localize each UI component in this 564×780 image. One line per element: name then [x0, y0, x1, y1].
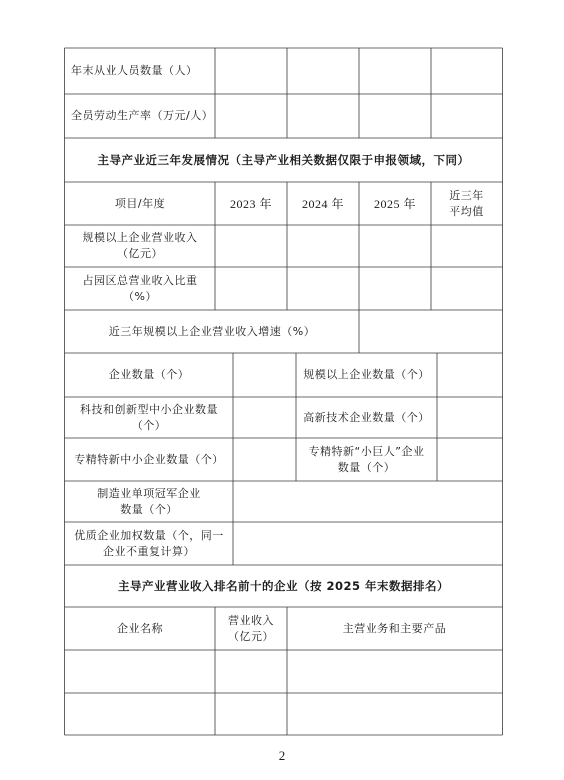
section-title-industry-development: 主导产业近三年发展情况（主导产业相关数据仅限于申报领域，下同） — [97, 153, 470, 167]
header-year-2025: 2025 年 — [373, 196, 416, 211]
page-number: 2 — [278, 748, 286, 763]
top10-header-business: 主营业务和主要产品 — [342, 621, 447, 635]
header-year-2023: 2023 年 — [229, 196, 272, 211]
tech-sme-count-label: 科技和创新型中小企业数量 （个） — [80, 402, 218, 432]
revenue-above-scale-label: 规模以上企业营业收入 （亿元） — [82, 231, 198, 260]
specialized-sme-count-label: 专精特新中小企业数量（个） — [74, 452, 224, 466]
high-tech-enterprise-count-label: 高新技术企业数量（个） — [303, 410, 430, 424]
header-three-year-average: 近三年 平均值 — [449, 188, 484, 218]
labor-productivity-label: 全员劳动生产率（万元/人） — [71, 109, 214, 122]
weighted-quality-enterprise-count-label: 优质企业加权数量（个，同一 企业不重复计算） — [74, 528, 224, 558]
header-item-year: 项目/年度 — [114, 196, 166, 210]
top10-header-name: 企业名称 — [117, 621, 163, 635]
enterprise-count-label: 企业数量（个） — [108, 368, 190, 381]
employees-label: 年末从业人员数量（人） — [71, 64, 198, 77]
header-year-2024: 2024 年 — [301, 196, 344, 211]
single-champion-count-label: 制造业单项冠军企业 数量（个） — [97, 486, 201, 516]
above-scale-enterprise-count-label: 规模以上企业数量（个） — [303, 368, 430, 381]
section-title-top10-enterprises: 主导产业营业收入排名前十的企业（按 2025 年末数据排名） — [117, 579, 449, 593]
revenue-share-label: 占园区总营业收入比重 （%） — [82, 273, 198, 303]
top10-header-revenue: 营业收入 （亿元） — [228, 613, 274, 643]
little-giant-count-label: 专精特新“小巨人”企业 数量（个） — [308, 444, 425, 474]
revenue-growth-label: 近三年规模以上企业营业收入增速（%） — [108, 324, 316, 338]
